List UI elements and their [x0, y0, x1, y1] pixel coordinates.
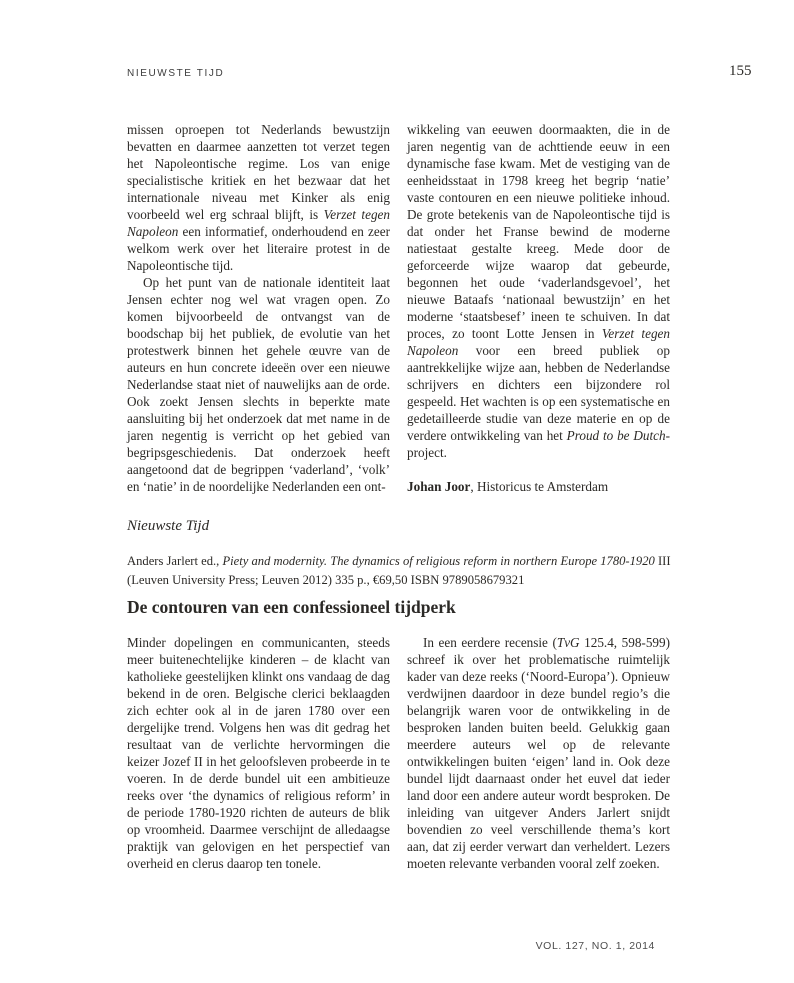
- text-run: Johan Joor: [407, 479, 471, 494]
- paragraph: [127, 121, 390, 274]
- review-jensen-body: [127, 121, 670, 495]
- text-run: -project.: [407, 428, 670, 460]
- text-run: , Historicus te Amsterdam: [470, 479, 609, 494]
- review2-left-column: [127, 634, 390, 872]
- review1-right-paragraphs: [407, 121, 670, 461]
- paragraph: [127, 634, 390, 872]
- text-run: Anders Jarlert ed.,: [127, 554, 223, 568]
- text-run: Verzet tegen Napoleon: [127, 207, 390, 239]
- text-run: Piety and modernity. The dynamics of religious reform in northern Europe 1780-1920: [222, 554, 655, 568]
- reviewer-byline: [407, 478, 670, 495]
- text-run: Verzet tegen Napoleon: [407, 326, 670, 358]
- text-run: TvG: [556, 635, 580, 650]
- paragraph: [127, 274, 390, 495]
- paragraph: [407, 121, 670, 461]
- section-title: Nieuwste Tijd: [127, 518, 210, 534]
- text-run: missen oproepen tot Nederlands bewustzijn bevatten en daarmee aanzetten tot verzet tegen het Napoleontische regime. Los van enige specialistische kritiek en het bezwaar dat het internationale niveau met Kinker als enig voorbeeld wel erg schraal blijft, is: [127, 122, 390, 222]
- volume-line: VOL. 127, NO. 1, 2014: [535, 940, 655, 952]
- text-run: In een eerdere recensie (: [423, 635, 557, 650]
- text-run: Minder dopelingen en communicanten, steeds meer buitenechtelijke kinderen – de klacht van katholieke geestelijken klinkt ons vandaag de dag bekend in de oren. Belgische clerici beklaagden zich echter ook al in de jaren 1780 over een dergelijke trend. Volgens hen was dit gedrag het resultaat van de verlichte hervormingen die keizer Jozef II in het geloofsleven probeerde in te voeren. In de derde bundel uit een ambitieuze reeks over ‘the dynamics of religious reform’ in de periode 1780-1920 richten de auteurs de blik op vroomheid. Daarmee verschijnt de alledaagse praktijk van gelovigen en het perspectief van overheid en clerus daarop ten tonele.: [127, 635, 390, 871]
- paragraph: [407, 634, 670, 872]
- page-footer: [127, 940, 655, 952]
- running-head: NIEUWSTE TIJD: [127, 68, 225, 79]
- text-run: 125.4, 598-599) schreef ik over het problematische ruimtelijk kader van deze reeks (‘Noord-Europa’). Opnieuw verdwijnen daardoor in deze bundel regio’s die belangrijk waren voor de ontwikkeling in de besproken landen buiten beeld. Gelukkig gaan meerdere auteurs wel op de relevante ontwikkelingen buiten ‘eigen’ land in. Ook deze bundel lijdt daarnaast onder het euvel dat ieder land door een andere auteur wordt besproken. De inleiding van uitgever Anders Jarlert snijdt bovendien zo veel verschillende thema’s kort aan, dat zij eerder verwart dan verheldert. Lezers moeten relevante verbanden vooral zelf zoeken.: [407, 635, 670, 871]
- book-citation: [127, 552, 672, 590]
- text-run: Op het punt van de nationale identiteit laat Jensen echter nog wel wat vragen open. Zo komen bijvoorbeeld de ontvangst van de boodschap bij het publiek, de evolutie van het protestwerk binnen het gehele œuvre van de auteurs en hun concrete ideeën over een nieuwe Nederlandse staat niet of nauwelijks aan de orde. Ook zoekt Jensen slechts in beperkte mate aansluiting bij het onderzoek dat met name in de jaren negentig is verricht op het gebied van begripsgeschiedenis. Dat onderzoek heeft aangetoond dat de begrippen ‘vaderland’, ‘volk’ en ‘natie’ in de noordelijke Nederlanden een ont-: [127, 275, 390, 494]
- text-run: een informatief, onderhoudend en zeer welkom werk over het literaire protest in de Napoleontische tijd.: [127, 224, 390, 273]
- review1-left-column: [127, 121, 390, 495]
- review1-right-column: [407, 121, 670, 495]
- review-jarlert-body: [127, 634, 670, 872]
- text-run: voor een breed publiek op aantrekkelijke wijze aan, hebben de Nederlandse schrijvers en dichters een bijzondere rol gespeeld. Het wachten is op een systematische en gedetailleerde studie van deze materie en op de verdere ontwikkeling van het: [407, 343, 670, 443]
- review-title: De contouren van een confessioneel tijdperk: [127, 597, 456, 617]
- text-run: wikkeling van eeuwen doormaakten, die in de jaren negentig van de achttiende eeuw in een dynamische fase kwam. Met de vestiging van de eenheidsstaat in 1798 kreeg het begrip ‘natie’ vaste contouren en een nieuwe politieke inhoud. De grote betekenis van de Napoleontische tijd is dat onder het Franse bewind de moderne natiestaat gestalte kreeg. Mede door de geforceerde wijze waarop dat gebeurde, begonnen het oude ‘vaderlandsgevoel’, het nieuwe Bataafs ‘nationaal bewustzijn’ en het moderne ‘staatsbesef’ ineen te schuiven. In dat proces, zo toont Lotte Jensen in: [407, 122, 670, 341]
- text-run: III (Leuven University Press; Leuven 2012) 335 p., €69,50 ISBN 9789058679321: [127, 554, 671, 587]
- review2-right-column: [407, 634, 670, 872]
- text-run: Proud to be Dutch: [566, 428, 666, 443]
- page-number: 155: [729, 63, 752, 79]
